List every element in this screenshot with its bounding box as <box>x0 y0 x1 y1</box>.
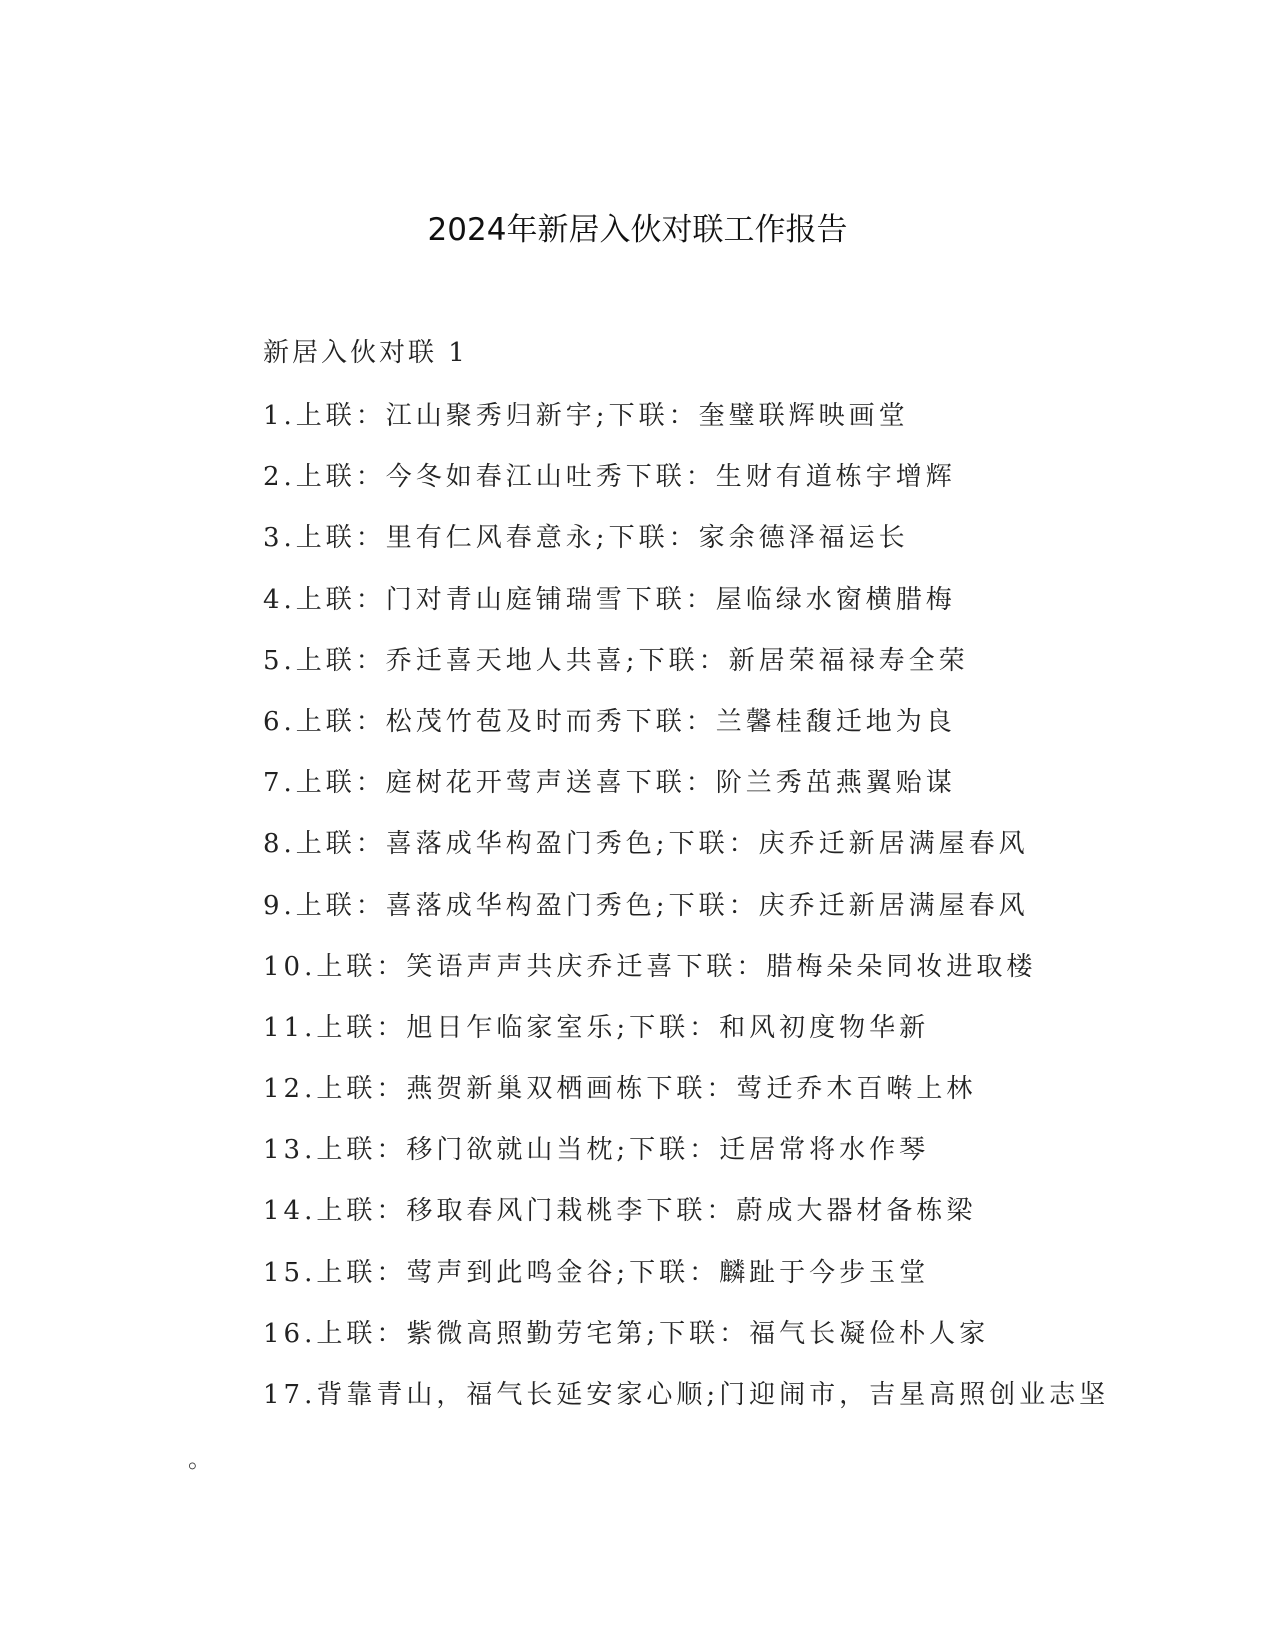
couplet-list <box>263 396 1223 1436</box>
trailing-period: 。 <box>188 1445 212 1473</box>
couplet-item: 11.上联：旭日乍临家室乐;下联：和风初度物华新 <box>263 1012 930 1043</box>
couplet-item: 17.背靠青山，福气长延安家心顺;门迎闹市，吉星高照创业志坚 <box>263 1380 1110 1410</box>
document-title: 2024年新居入伙对联工作报告 <box>427 212 848 248</box>
couplet-item: 7.上联：庭树花开莺声送喜下联：阶兰秀茁燕翼贻谋 <box>263 768 956 799</box>
couplet-item: 9.上联：喜落成华构盈门秀色;下联：庆乔迁新居满屋春风 <box>263 890 1029 921</box>
couplet-item: 10.上联：笑语声声共庆乔迁喜下联：腊梅朵朵同妆进取楼 <box>263 951 1037 982</box>
couplet-item: 14.上联：移取春风门栽桃李下联：蔚成大器材备栋梁 <box>263 1196 977 1227</box>
couplet-item: 16.上联：紫微高照勤劳宅第;下联：福气长凝俭朴人家 <box>263 1318 990 1349</box>
section-heading: 新居入伙对联 1 <box>263 338 468 368</box>
couplet-item: 3.上联：里有仁风春意永;下联：家余德泽福运长 <box>263 523 909 554</box>
couplet-item: 5.上联：乔迁喜天地人共喜;下联：新居荣福禄寿全荣 <box>263 645 969 676</box>
couplet-item: 1.上联：江山聚秀归新宇;下联：奎璧联辉映画堂 <box>263 401 909 431</box>
couplet-item: 15.上联：莺声到此鸣金谷;下联：麟趾于今步玉堂 <box>263 1257 930 1288</box>
couplet-item: 4.上联：门对青山庭铺瑞雪下联：屋临绿水窗横腊梅 <box>263 584 956 615</box>
couplet-item: 2.上联：今冬如春江山吐秀下联：生财有道栋宇增辉 <box>263 462 956 493</box>
couplet-item: 12.上联：燕贺新巢双栖画栋下联：莺迁乔木百啭上林 <box>263 1074 977 1105</box>
couplet-item: 6.上联：松茂竹苞及时而秀下联：兰馨桂馥迁地为良 <box>263 706 956 737</box>
couplet-item: 13.上联：移门欲就山当枕;下联：迁居常将水作琴 <box>263 1135 930 1166</box>
couplet-item: 8.上联：喜落成华构盈门秀色;下联：庆乔迁新居满屋春风 <box>263 829 1029 860</box>
